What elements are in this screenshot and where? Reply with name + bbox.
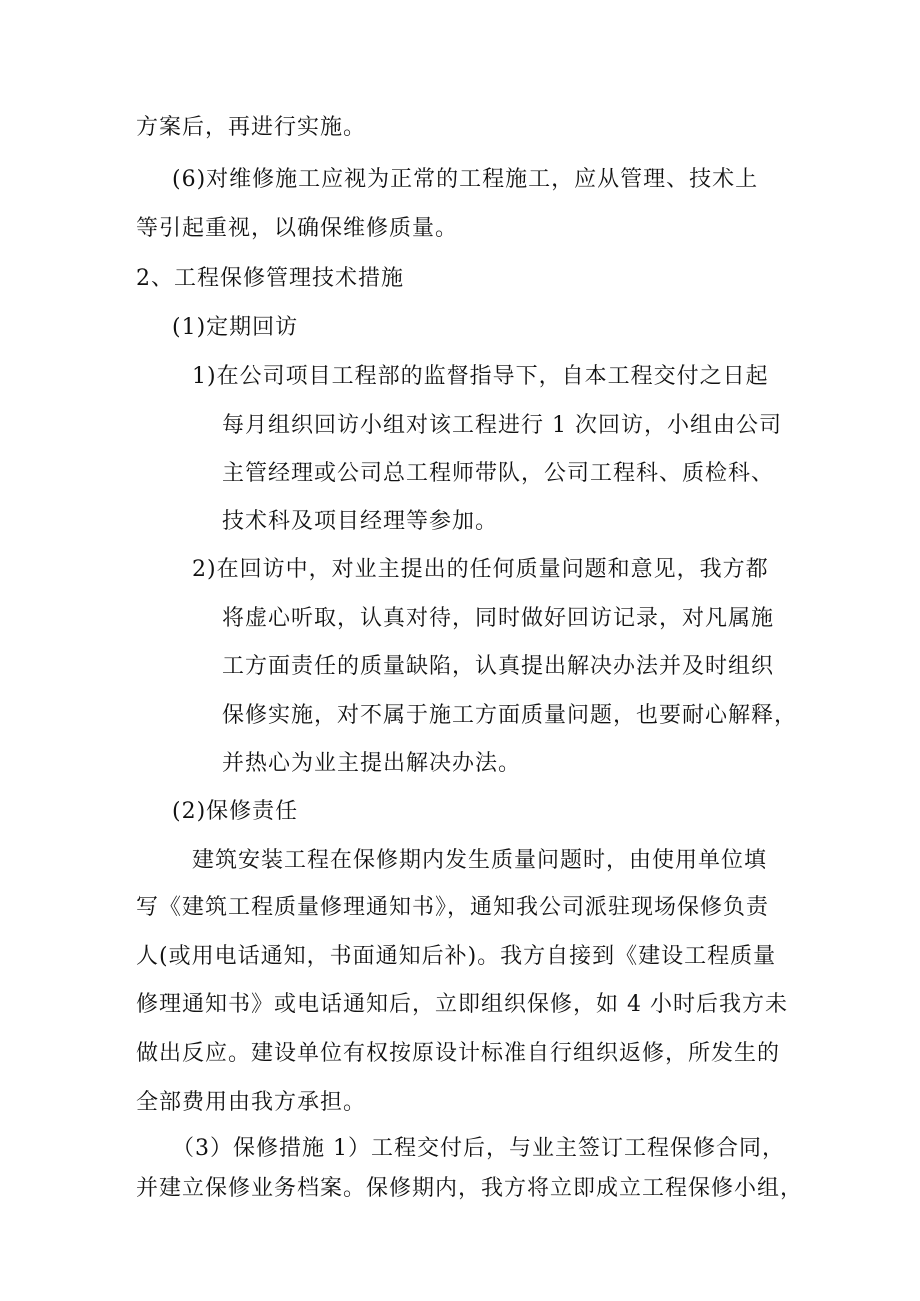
text-line: 工方面责任的质量缺陷，认真提出解决办法并及时组织	[222, 654, 775, 679]
text-line: 人(或用电话通知，书面通知后补)。我方自接到《建设工程质量	[136, 944, 777, 969]
text-line: 建筑安装工程在保修期内发生质量问题时，由使用单位填	[192, 848, 768, 873]
text-line: 写《建筑工程质量修理通知书》，通知我公司派驻现场保修负责	[136, 895, 770, 920]
text-line: 修理通知书》或电话通知后，立即组织保修，如 4 小时后我方未	[136, 992, 788, 1017]
section-heading: 2、工程保修管理技术措施	[136, 266, 404, 291]
text-line: （3）保修措施 1）工程交付后，与业主签订工程保修合同，	[172, 1136, 785, 1161]
text-line: 方案后，再进行实施。	[136, 115, 367, 140]
text-line: (6)对维修施工应视为正常的工程施工，应从管理、技术上	[172, 167, 759, 192]
text-line: 等引起重视，以确保维修质量。	[136, 216, 459, 241]
text-line: 做出反应。建设单位有权按原设计标准自行组织返修，所发生的	[136, 1041, 781, 1066]
text-line: 2)在回访中，对业主提出的任何质量问题和意见，我方都	[192, 557, 769, 582]
text-line: 保修实施，对不属于施工方面质量问题，也要耐心解释，	[222, 703, 798, 728]
text-line: 将虚心听取，认真对待，同时做好回访记录，对凡属施	[222, 606, 775, 631]
text-line: 每月组织回访小组对该工程进行 1 次回访，小组由公司	[222, 413, 782, 438]
text-line: 并热心为业主提出解决办法。	[222, 751, 522, 776]
subsection-heading: (2)保修责任	[172, 799, 299, 824]
text-line: 并建立保修业务档案。保修期内，我方将立即成立工程保修小组，	[136, 1176, 804, 1201]
text-line: 技术科及项目经理等参加。	[222, 509, 499, 534]
text-line: 全部费用由我方承担。	[136, 1090, 367, 1115]
text-line: 1)在公司项目工程部的监督指导下，自本工程交付之日起	[192, 364, 769, 389]
subsection-heading: (1)定期回访	[172, 315, 299, 340]
text-line: 主管经理或公司总工程师带队，公司工程科、质检科、	[222, 461, 775, 486]
